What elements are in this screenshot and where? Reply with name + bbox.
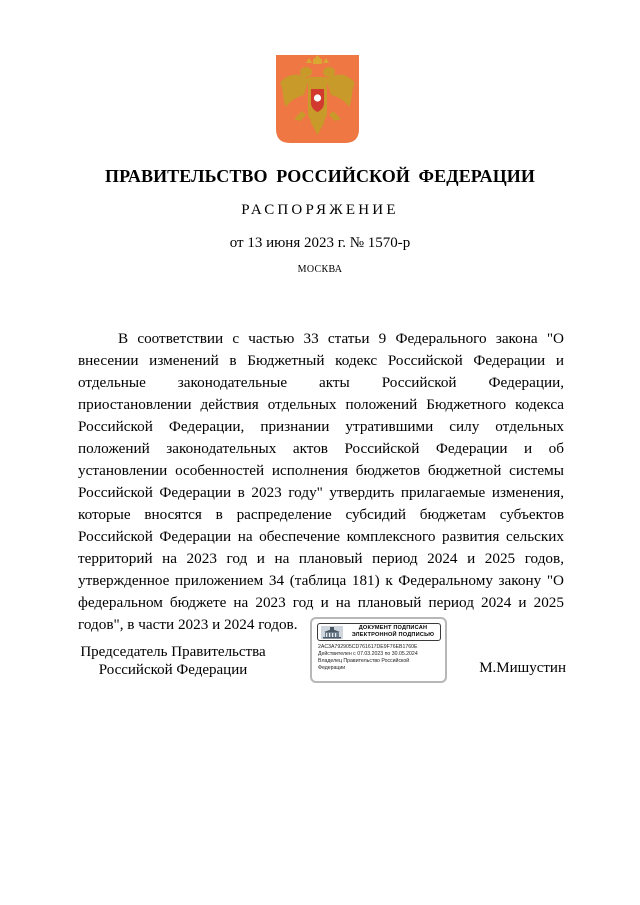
- stamp-details: [318, 644, 446, 672]
- stamp-owner-line1: Владелец Правительство Российской: [318, 658, 410, 664]
- stamp-title-line2: ЭЛЕКТРОННОЙ ПОДПИСЬЮ: [351, 632, 435, 638]
- stamp-header: [317, 623, 441, 641]
- signatory-position-line2: Российской Федерации: [98, 662, 248, 678]
- signatory-position: [78, 643, 268, 679]
- government-title: ПРАВИТЕЛЬСТВО РОССИЙСКОЙ ФЕДЕРАЦИИ: [104, 166, 535, 186]
- stamp-title-line1: ДОКУМЕНТ ПОДПИСАН: [358, 625, 428, 631]
- document-city: МОСКВА: [297, 264, 343, 275]
- coat-of-arms-emblem: [276, 55, 359, 143]
- stamp-owner-line2: Федерации: [318, 665, 346, 671]
- order-body-paragraph: В соответствии с частью 33 статьи 9 Федерального закона "О внесении изменений в Бюджетный кодекс Российской Федерации и отдельные законодательные акты Российской Федерации, приостановлении действия отдельных положений Бюджетного кодекса Российской Федерации, признании утратившими силу отдельных положений законодательных актов Российской Федерации и об установлении особенностей исполнения бюджетов бюджетной системы Российской Федерации в 2023 году" утвердить прилагаемые изменения, которые вносятся в распределение субсидий бюджетам субъектов Российской Федерации на обеспечение комплексного развития сельских территорий на 2023 год и на плановый период 2024 и 2025 годов, утвержденное приложением 34 (таблица 181) к Федеральному закону "О федеральном бюджете на 2023 год и на плановый период 2024 и 2025 годов", в части 2023 и 2024 годов.: [78, 330, 564, 633]
- stamp-validity: Действителен с 07.03.2023 по 30.05.2024: [318, 651, 418, 657]
- stamp-title: [345, 625, 441, 639]
- signatory-name: М.Мишустин: [479, 660, 566, 676]
- document-type: РАСПОРЯЖЕНИЕ: [241, 202, 399, 218]
- government-building-icon: [321, 626, 343, 639]
- electronic-signature-stamp: [310, 617, 447, 683]
- signatory-position-line1: Председатель Правительства: [80, 644, 266, 660]
- stamp-certificate: 2AC3A792905CD761617DE9F76EB1760E: [318, 644, 418, 650]
- document-date-number: от 13 июня 2023 г. № 1570-р: [229, 235, 411, 251]
